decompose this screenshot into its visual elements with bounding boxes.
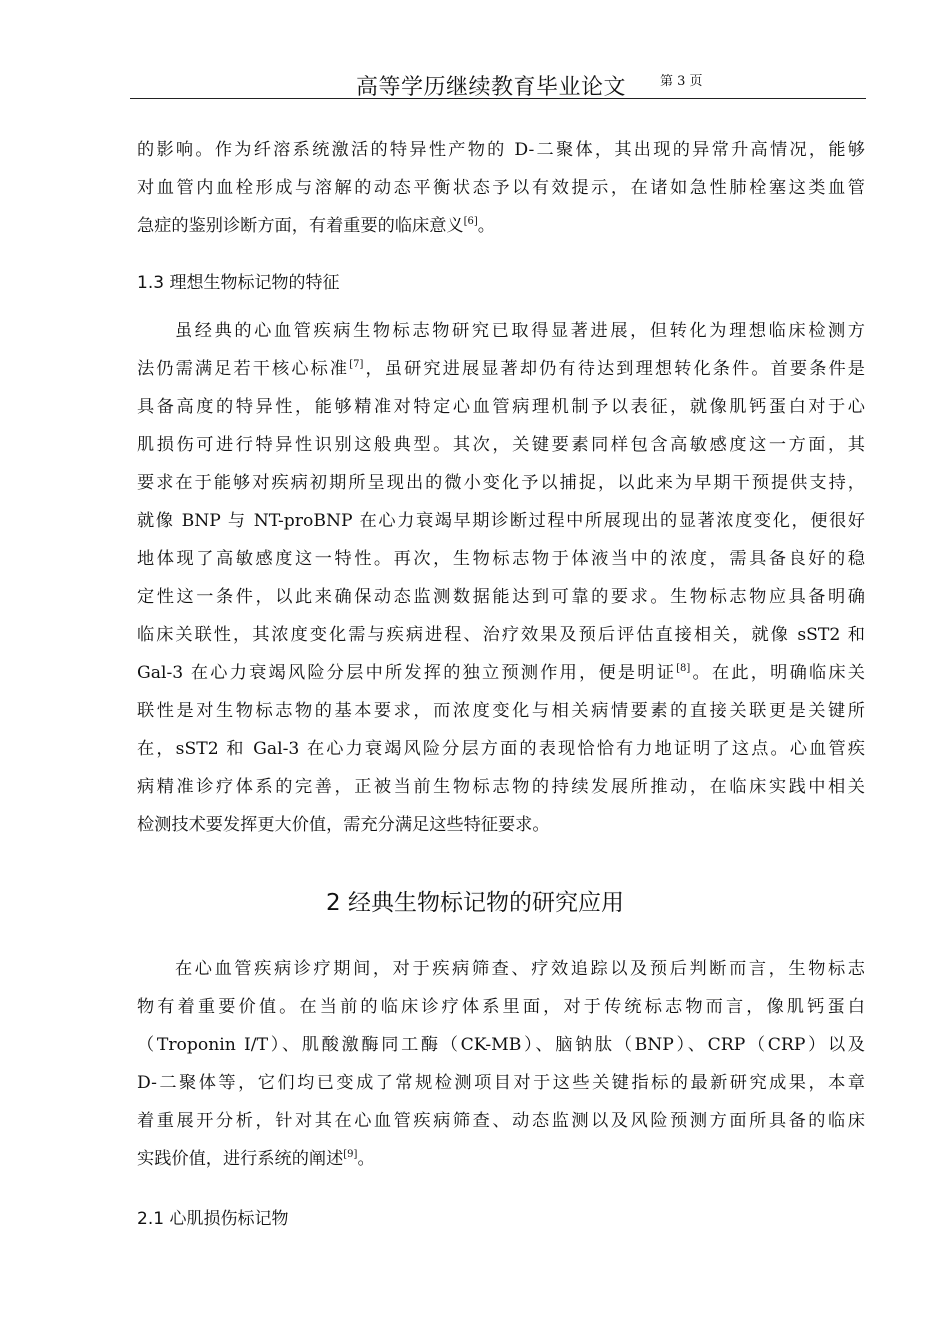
text-line: 在心血管疾病诊疗期间，对于疾病筛查、疗效追踪以及预后判断而言，生物标志 — [175, 959, 865, 979]
section-heading-2-1: 2.1 心肌损伤标记物 — [137, 1209, 289, 1229]
paragraph-d-dimer — [137, 131, 865, 245]
page-header — [130, 66, 866, 99]
section-heading-1-3: 1.3 理想生物标记物的特征 — [137, 273, 340, 293]
text-line — [137, 350, 865, 388]
text-line — [137, 654, 865, 692]
text-run: Gal-3 在心力衰竭风险分层中所发挥的独立预测作用，便是明证 — [137, 663, 677, 683]
text-line: 要求在于能够对疾病初期所呈现出的微小变化予以捕捉，以此来为早期干预提供支持， — [137, 473, 865, 493]
text-line: 就像 BNP 与 NT-proBNP 在心力衰竭早期诊断过程中所展现出的显著浓度变化，便很好 — [137, 511, 865, 531]
citation-ref: [8] — [676, 663, 691, 674]
text-run: 。 — [357, 1149, 375, 1169]
text-line — [137, 1140, 865, 1178]
text-line: 病精准诊疗体系的完善，正被当前生物标志物的持续发展所推动，在临床实践中相关 — [137, 777, 865, 797]
text-line: 检测技术要发挥更大价值，需充分满足这些特征要求。 — [137, 815, 550, 835]
thesis-title: 高等学历继续教育毕业论文 — [356, 75, 627, 100]
text-run: ，虽研究进展显著却仍有待达到理想转化条件。首要条件是 — [363, 359, 865, 379]
text-line — [137, 207, 865, 245]
text-line: 定性这一条件，以此来确保动态监测数据能达到可靠的要求。生物标志物应具备明确 — [137, 587, 865, 607]
section-heading-2: 2 经典生物标记物的研究应用 — [326, 890, 624, 916]
text-run: 。在此，明确临床关 — [690, 663, 865, 683]
text-line: 对血管内血栓形成与溶解的动态平衡状态予以有效提示，在诸如急性肺栓塞这类血管 — [137, 178, 865, 198]
text-run: 法仍需满足若干核心标准 — [137, 359, 350, 379]
paragraph-classic-markers — [137, 950, 865, 1178]
text-run: 实践价值，进行系统的阐述 — [137, 1149, 344, 1169]
citation-ref: [9] — [343, 1149, 358, 1160]
text-line: 虽经典的心血管疾病生物标志物研究已取得显著进展，但转化为理想临床检测方 — [175, 321, 865, 341]
text-line: （Troponin I/T）、肌酸激酶同工酶（CK-MB）、脑钠肽（BNP）、CRP（CRP）以及 — [137, 1035, 865, 1055]
text-line: 肌损伤可进行特异性识别这般典型。其次，关键要素同样包含高敏感度这一方面，其 — [137, 435, 865, 455]
text-line: 的影响。作为纤溶系统激活的特异性产物的 D-二聚体，其出现的异常升高情况，能够 — [137, 140, 865, 160]
text-line: 在，sST2 和 Gal-3 在心力衰竭风险分层方面的表现恰恰有力地证明了这点。心血管疾 — [137, 739, 865, 759]
text-line: 临床关联性，其浓度变化需与疾病进程、治疗效果及预后评估直接相关，就像 sST2 和 — [137, 625, 865, 645]
page-number: 第 3 页 — [660, 74, 703, 89]
text-line: 地体现了高敏感度这一特性。再次，生物标志物于体液当中的浓度，需具备良好的稳 — [137, 549, 865, 569]
text-run: 。 — [477, 216, 495, 236]
citation-ref: [7] — [349, 359, 364, 370]
text-line: 物有着重要价值。在当前的临床诊疗体系里面，对于传统标志物而言，像肌钙蛋白 — [137, 997, 865, 1017]
text-line: 联性是对生物标志物的基本要求，而浓度变化与相关病情要素的直接关联更是关键所 — [137, 701, 865, 721]
paragraph-ideal-features — [137, 312, 865, 844]
text-run: 急症的鉴别诊断方面，有着重要的临床意义 — [137, 216, 464, 236]
citation-ref: [6] — [463, 216, 478, 227]
text-line: 着重展开分析，针对其在心血管疾病筛查、动态监测以及风险预测方面所具备的临床 — [137, 1111, 865, 1131]
text-line: 具备高度的特异性，能够精准对特定心血管病理机制予以表征，就像肌钙蛋白对于心 — [137, 397, 865, 417]
text-line: D-二聚体等，它们均已变成了常规检测项目对于这些关键指标的最新研究成果，本章 — [137, 1073, 865, 1093]
